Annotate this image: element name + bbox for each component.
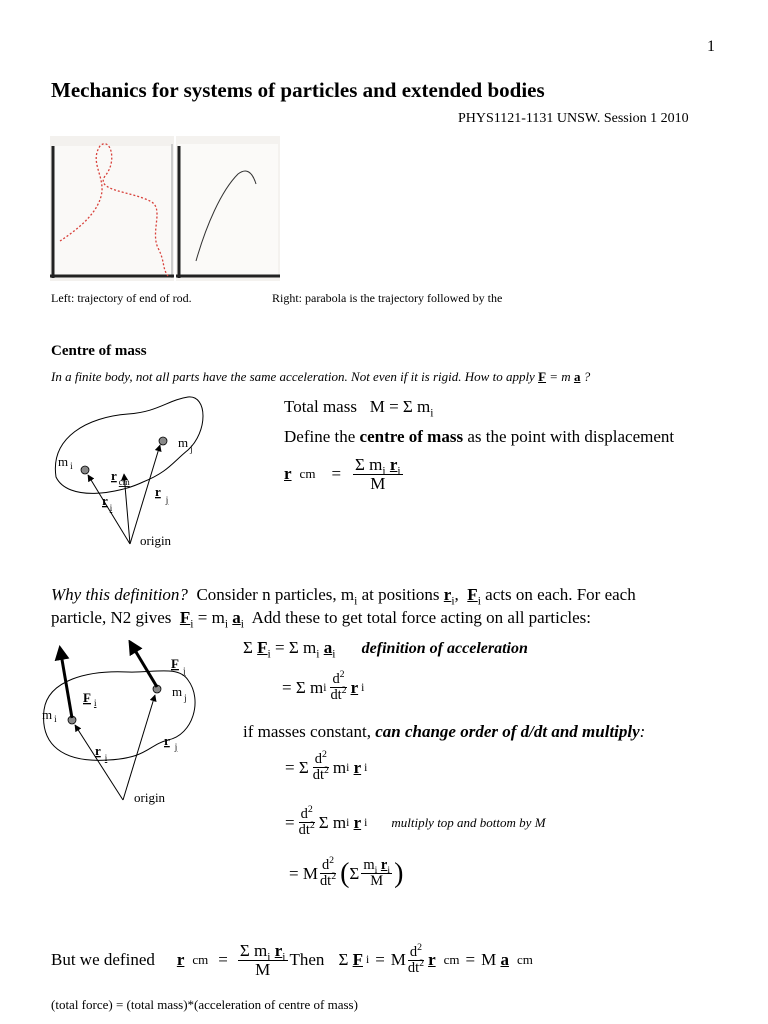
label-mi-2: m $_i$: [42, 707, 57, 724]
label-origin: origin: [140, 533, 172, 548]
course-line: PHYS1121-1131 UNSW. Session 1 2010: [458, 111, 689, 126]
total-mass-line: Total mass M = Σ $m_i$: [284, 397, 434, 420]
section-heading-centre-of-mass: Centre of mass: [51, 343, 147, 359]
conclusion-line: But we defined r cm = $\frac{\Sigma m_i r_i}{M}$ Then Σ F i = M $\frac{d^2}{dt^2}$ r cm = M a cm: [51, 941, 533, 979]
label-rj-2: r $_j$: [164, 733, 178, 752]
eq-sum-forces: Σ $F_i = \Sigma$ $m_i$ $a_i$ definition of acceleration: [243, 638, 528, 661]
force-arrow-j: [130, 642, 157, 687]
final-caption: (total force) = (total mass)*(acceleration of centre of mass): [51, 997, 358, 1012]
label-ri: r $_i$: [102, 493, 113, 513]
define-line: Define the centre of mass as the point with displacement: [284, 427, 675, 446]
photo-parabola: [176, 136, 280, 281]
particle-j: [159, 437, 167, 445]
why-line-2: particle, N2 gives $F_i = m_i$ $a_i$ Add these to get total force acting on all particles:: [51, 608, 591, 631]
force-diagram: [38, 640, 243, 810]
force-arrow-i: [60, 648, 72, 718]
eq-fifth: = M $\frac{d^2}{dt^2}$ ( Σ $\frac{m_i r_i}{M}$ ): [289, 855, 404, 890]
label-origin-2: origin: [134, 790, 166, 805]
rcm-equation: r cm = $\frac{\Sigma m_i r_i}{M}$: [284, 455, 401, 493]
eq-second-derivative: = Σ m i $\frac{d^2}{dt^2}$ r i: [282, 669, 365, 704]
eq-fourth: = $\frac{d^2}{dt^2}$ Σ m i r i multiply top and bottom by M: [285, 804, 546, 839]
label-rj: $r_j$: [155, 484, 169, 505]
page-title: Mechanics for systems of particles and extended bodies: [51, 78, 545, 102]
intro-text: In a finite body, not all parts have the same acceleration. Not even if it is rigid. How to apply F = m a ?: [51, 369, 591, 384]
page-number: 1: [707, 38, 715, 55]
label-ri-2: r $_i$: [95, 743, 108, 763]
why-line-1: Why this definition? Consider n particles, $m_i$ at positions $r_i$, $F_i$ acts on each. For each: [51, 585, 636, 608]
label-rcm: r $_{cm}$: [111, 468, 130, 487]
label-mj-2: m $_j$: [172, 684, 187, 703]
eq-third: = Σ $\frac{d^2}{dt^2}$ m i r i: [285, 749, 368, 784]
if-masses-constant-line: if masses constant, can change order of d/dt and multiply:: [243, 722, 646, 741]
centre-of-mass-diagram: [48, 392, 258, 552]
label-Fj: F $_j$: [171, 656, 186, 676]
photo-rod-trajectory: [50, 136, 174, 281]
label-mj: m $_j$: [178, 435, 193, 454]
particle-i: [81, 466, 89, 474]
label-mi: m $_i$: [58, 454, 73, 471]
label-Fi: F $_i$: [83, 690, 97, 708]
caption-left: Left: trajectory of end of rod.: [51, 291, 192, 305]
caption-right: Right: parabola is the trajectory followed by the: [272, 291, 503, 305]
